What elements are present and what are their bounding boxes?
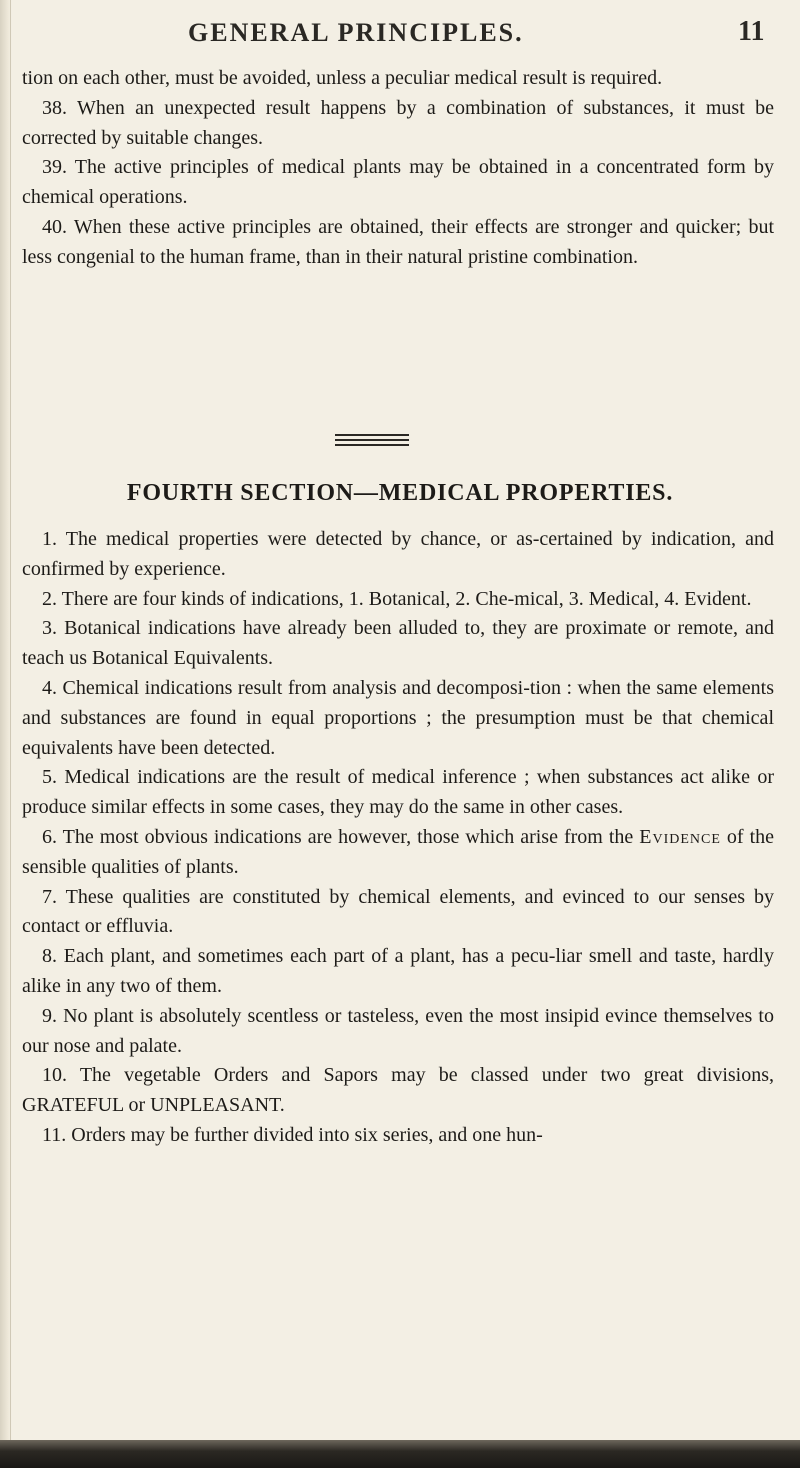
paragraph-6-text: 6. The most obvious indications are however, those which arise from the (42, 825, 640, 848)
section-divider (335, 434, 409, 436)
paragraph-6-text-end: of the sensible qualities of plants. (22, 825, 774, 878)
paragraph-5: 5. Medical indications are the result of medical inference ; when substances act alike or produce similar effects in some cases, they may do the same in other cases. (22, 766, 774, 819)
paragraph-1: 1. The medical properties were detected by chance, or as-certained by indication, and confirmed by experience. (22, 528, 774, 580)
continued-text (22, 64, 774, 273)
paragraph-3: 3. Botanical indications have already been alluded to, they are proximate or remote, and teach us Botanical Equivalents. (22, 617, 774, 670)
paragraph-38: 38. When an unexpected result happens by a combination of substances, it must be corrected by suitable changes. (22, 96, 774, 149)
section-body (22, 525, 774, 1151)
page-number: 11 (738, 16, 765, 47)
paragraph-11: 11. Orders may be further divided into six series, and one hun- (42, 1123, 543, 1146)
paragraph-39: 39. The active principles of medical plants may be obtained in a concentrated form by chemical operations. (22, 156, 774, 209)
binding-edge (10, 0, 11, 1440)
page-bottom-edge (0, 1440, 800, 1468)
evidence-term: Evidence (639, 825, 721, 848)
paragraph: tion on each other, must be avoided, unless a peculiar medical result is required. (22, 67, 663, 89)
paragraph-10: 10. The vegetable Orders and Sapors may be classed under two great divisions, GRATEFUL or UNPLEASANT. (22, 1064, 774, 1117)
paragraph-8: 8. Each plant, and sometimes each part of a plant, has a pecu-liar smell and taste, hardly alike in any two of them. (22, 945, 774, 997)
paragraph-7: 7. These qualities are constituted by chemical elements, and evinced to our senses by contact or effluvia. (22, 885, 774, 938)
page-header (0, 18, 800, 58)
paragraph-4: 4. Chemical indications result from analysis and decomposi-tion : when the same elements and substances are found in equal proportions ; the presumption must be that chemical equivalents have been detected. (22, 676, 774, 759)
section-divider (335, 444, 409, 446)
paragraph-9: 9. No plant is absolutely scentless or tasteless, even the most insipid evince themselves to our nose and palate. (22, 1004, 774, 1057)
paragraph-6 (22, 823, 774, 883)
running-title: GENERAL PRINCIPLES. (188, 18, 524, 47)
section-divider (335, 439, 409, 441)
section-heading: FOURTH SECTION—MEDICAL PROPERTIES. (126, 480, 674, 506)
paragraph-2: 2. There are four kinds of indications, 1. Botanical, 2. Che-mical, 3. Medical, 4. Evident. (42, 587, 752, 610)
paragraph-40: 40. When these active principles are obtained, their effects are stronger and quicker; but less congenial to the human frame, than in their natural pristine combination. (22, 215, 774, 268)
